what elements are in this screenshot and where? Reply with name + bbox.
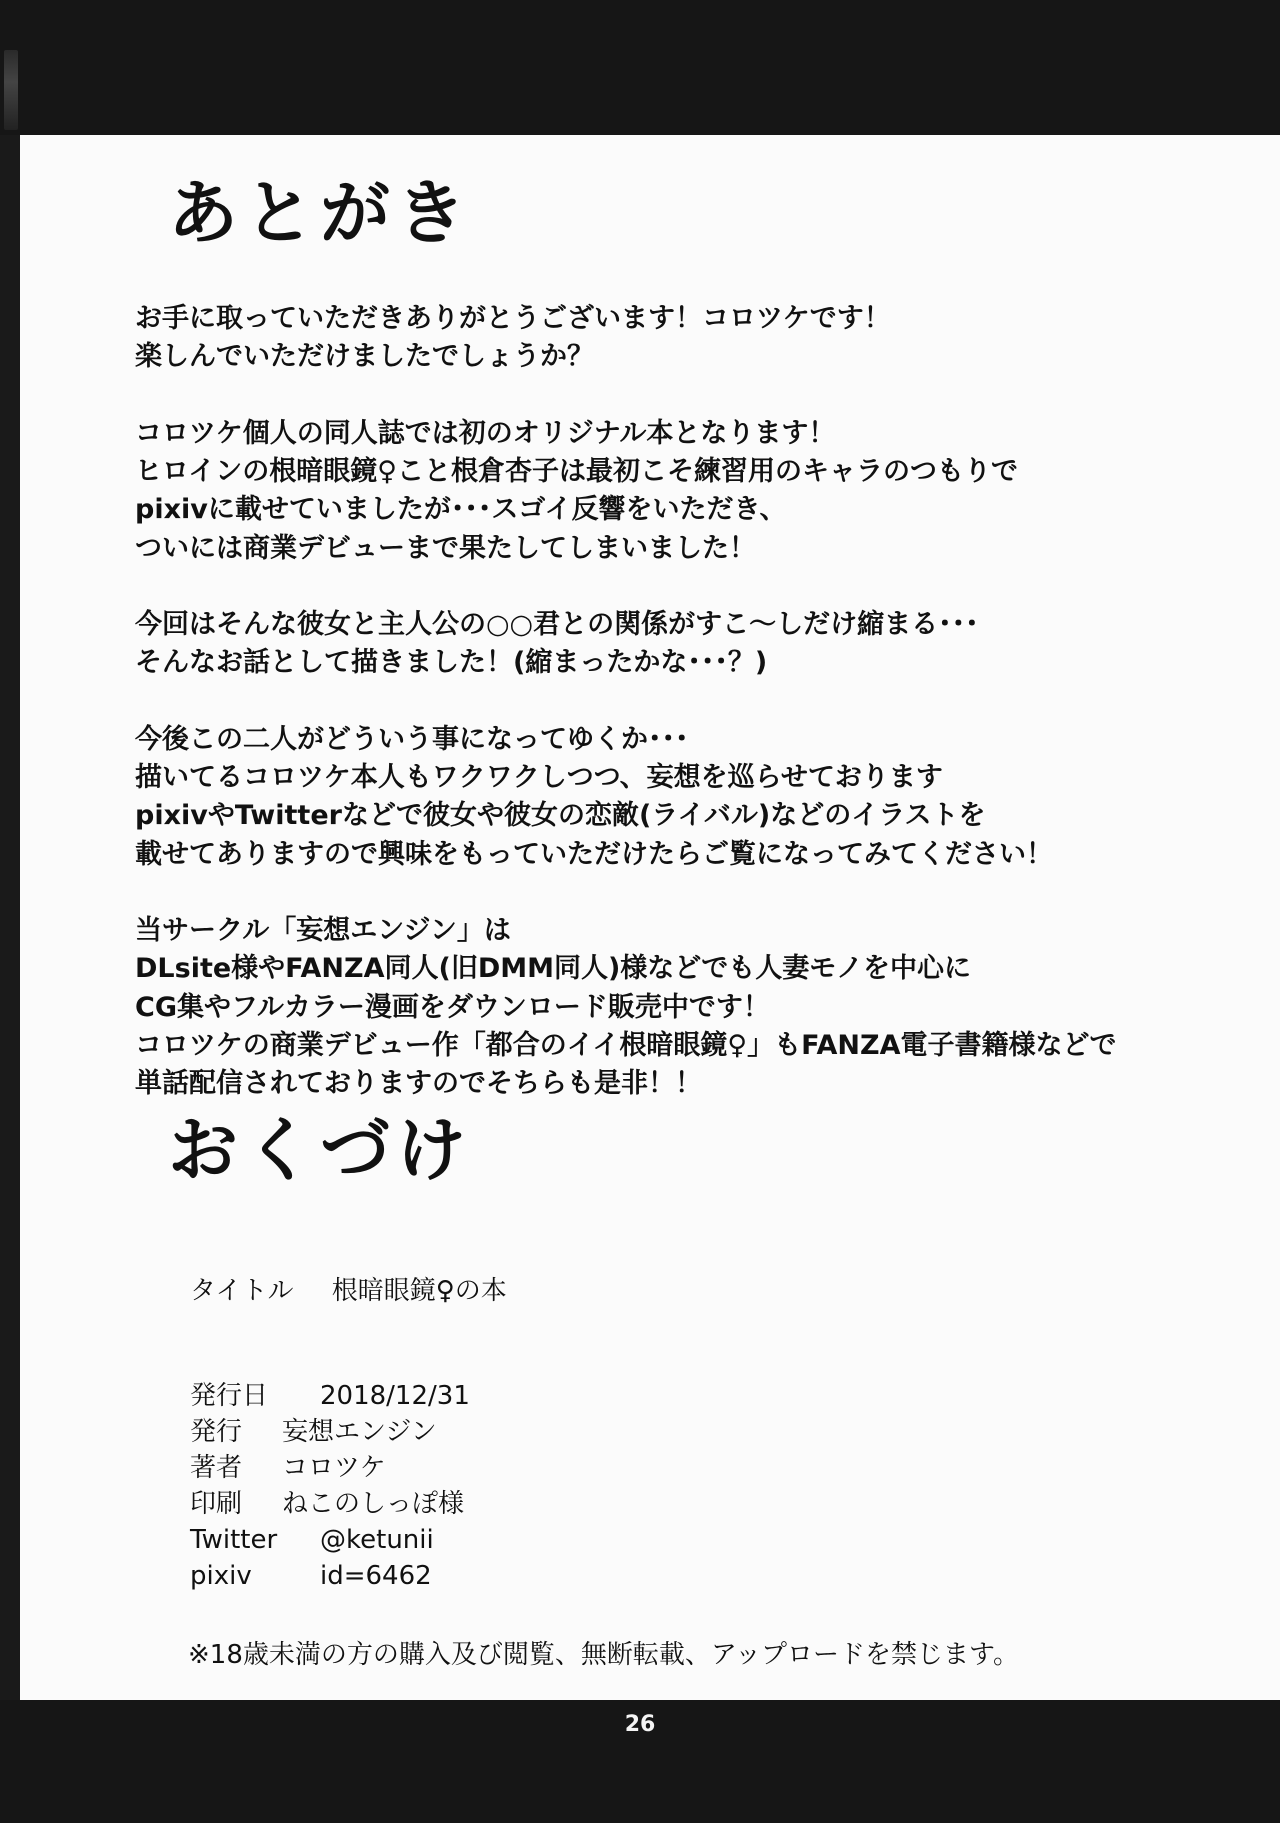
text-line: ヒロインの根暗眼鏡♀こと根倉杏子は最初こそ練習用のキャラのつもりで	[135, 455, 1018, 487]
colophon-row-printer	[190, 1486, 470, 1522]
title-value: 根暗眼鏡♀の本	[331, 1276, 507, 1306]
text-line: お手に取っていただきありがとうございます！コロツケです！	[135, 303, 891, 334]
row-key: 印刷	[190, 1489, 243, 1519]
row-value: id=6462	[320, 1561, 432, 1591]
page-number: 26	[624, 1712, 656, 1737]
afterword-paragraph	[135, 606, 1235, 683]
colophon-row-publisher	[190, 1414, 470, 1450]
text-line: 載せてありますので興味をもっていただけたらご覧になってみてください！	[135, 838, 1053, 870]
text-line: DLsite様やFANZA同人(旧DMM同人)様などでも人妻モノを中心に	[135, 953, 972, 985]
colophon-heading: おくづけ	[168, 1108, 472, 1191]
colophon-row-author	[190, 1450, 470, 1486]
text-line: 今回はそんな彼女と主人公の○○君との関係がすこ～しだけ縮まる･･･	[135, 608, 979, 640]
row-key: pixiv	[190, 1561, 252, 1591]
text-line: pixivに載せていましたが･･･スゴイ反響をいただき、	[135, 494, 787, 526]
age-restriction-notice: ※18歳未満の方の購入及び閲覧、無断転載、アップロードを禁じます。	[188, 1640, 1019, 1670]
row-value: ねこのしっぽ様	[282, 1489, 465, 1519]
colophon-row-pixiv	[190, 1558, 470, 1594]
afterword-heading: あとがき	[168, 171, 472, 254]
row-value: 2018/12/31	[320, 1381, 470, 1411]
row-value: 妄想エンジン	[282, 1417, 437, 1447]
text-line: 今後この二人がどういう事になってゆくか･･･	[135, 723, 689, 755]
colophon-row-twitter	[190, 1522, 470, 1558]
text-line: 当サークル「妄想エンジン」は	[135, 914, 511, 946]
title-label: タイトル	[190, 1276, 294, 1306]
text-line: 楽しんでいただけましたでしょうか？	[135, 341, 594, 373]
afterword-paragraph	[135, 415, 1235, 568]
row-key: 発行	[190, 1417, 243, 1447]
text-line: pixivやTwitterなどで彼女や彼女の恋敵(ライバル)などのイラストを	[135, 800, 986, 832]
row-value: コロツケ	[282, 1453, 386, 1483]
text-line: 単話配信されておりますのでそちらも是非！！	[135, 1068, 702, 1100]
scan-edge-mark	[4, 50, 18, 130]
row-key: 発行日	[190, 1381, 269, 1411]
colophon-details	[190, 1378, 470, 1594]
colophon-title-line	[190, 1270, 507, 1307]
text-line: 描いてるコロツケ本人もワクワクしつつ、妄想を巡らせております	[135, 761, 943, 793]
afterword-paragraph	[135, 721, 1235, 874]
row-key: 著者	[190, 1453, 243, 1483]
text-line: コロツケ個人の同人誌では初のオリジナル本となります！	[135, 417, 836, 449]
text-line: そんなお話として描きました！(縮まったかな･･･？)	[135, 647, 768, 679]
colophon-row-publish-date	[190, 1378, 470, 1414]
afterword-paragraph	[135, 300, 1235, 377]
row-key: Twitter	[190, 1525, 278, 1555]
text-line: ついには商業デビューまで果たしてしまいました！	[135, 532, 756, 564]
top-black-band	[0, 0, 1280, 135]
text-line: コロツケの商業デビュー作「都合のイイ根暗眼鏡♀」もFANZA電子書籍様などで	[135, 1029, 1117, 1061]
row-value: @ketunii	[320, 1525, 434, 1555]
text-line: CG集やフルカラー漫画をダウンロード販売中です！	[135, 991, 770, 1023]
afterword-paragraph	[135, 912, 1235, 1104]
afterword-body	[135, 300, 1235, 1142]
